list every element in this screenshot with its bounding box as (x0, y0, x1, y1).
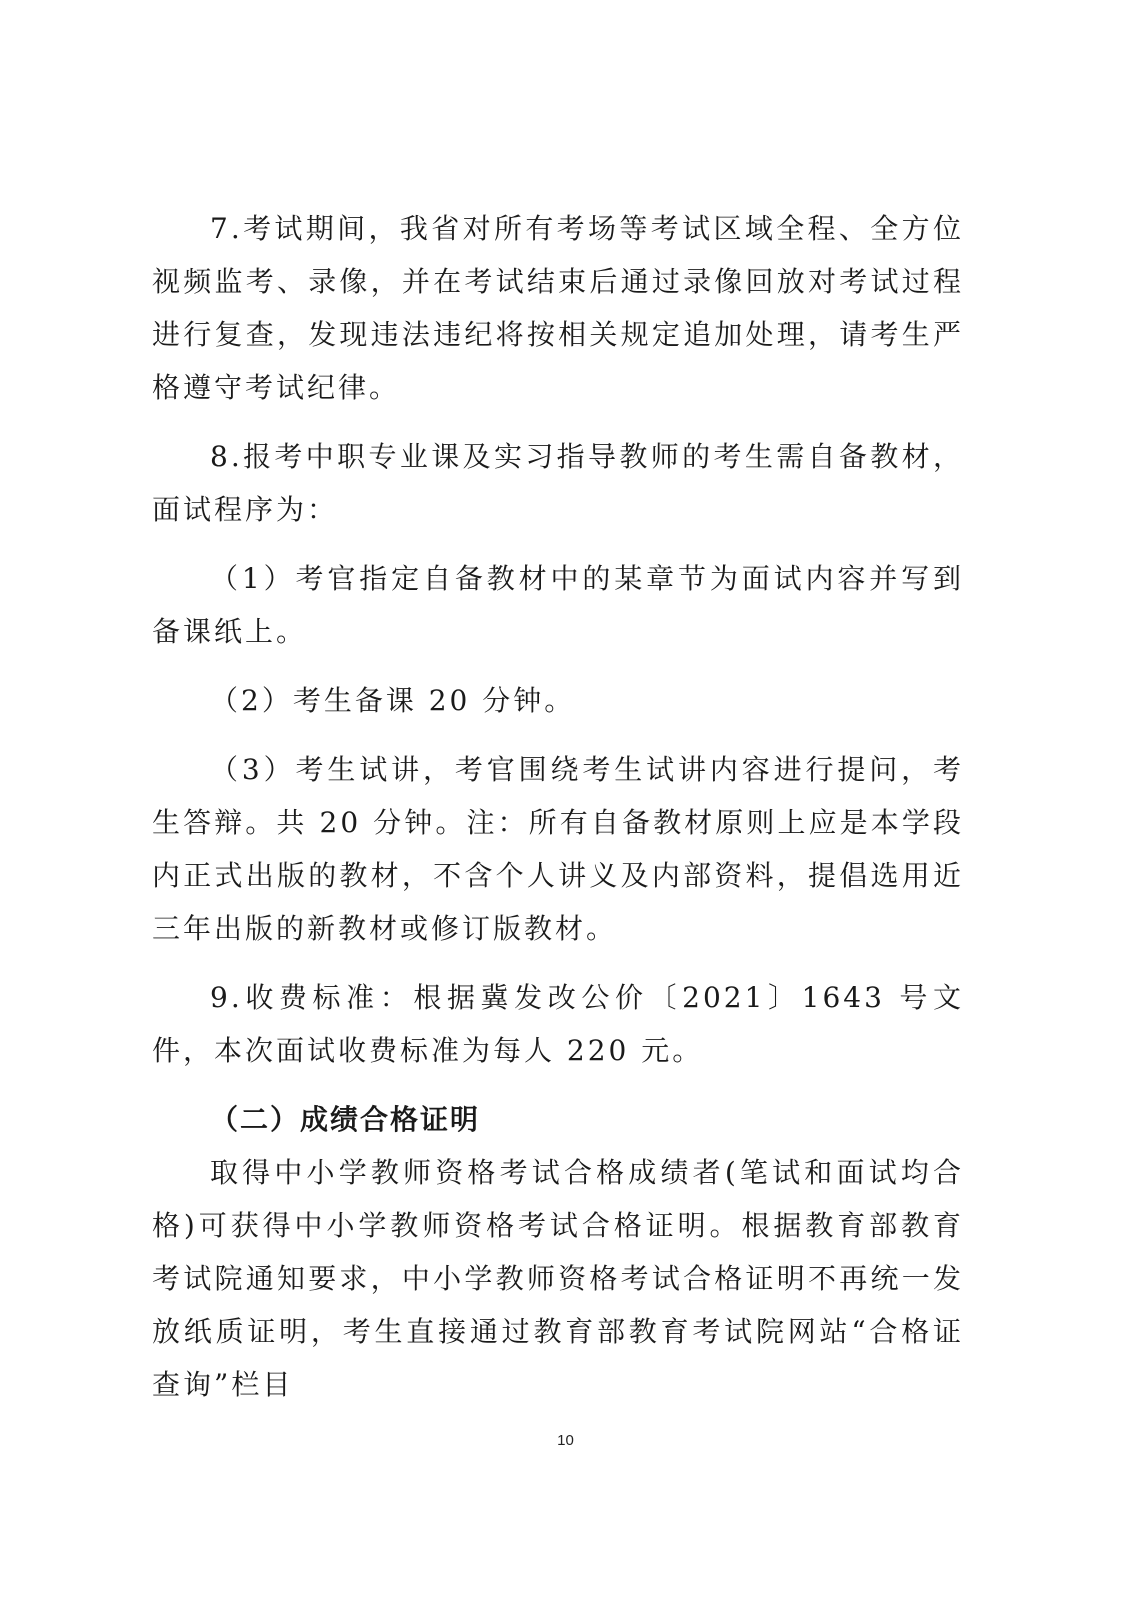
page-number: 10 (557, 1432, 574, 1449)
paragraph-item-7: 7.考试期间，我省对所有考场等考试区域全程、全方位视频监考、录像，并在考试结束后通过录像回放对考试过程进行复查，发现违法违纪将按相关规定追加处理，请考生严格遵守考试纪律。 (152, 212, 964, 404)
paragraph-step-1: （1）考官指定自备教材中的某章节为面试内容并写到备课纸上。 (152, 562, 964, 648)
paragraph-step-3: （3）考生试讲，考官围绕考生试讲内容进行提问，考生答辩。共 20 分钟。注：所有自备教材原则上应是本学段内正式出版的教材，不含个人讲义及内部资料，提倡选用近三年出版的新教材或修订版教材。 (152, 753, 964, 945)
paragraph-step-2: （2）考生备课 20 分钟。 (210, 684, 576, 717)
section-paragraph: 取得中小学教师资格考试合格成绩者(笔试和面试均合格)可获得中小学教师资格考试合格证明。根据教育部教育考试院通知要求，中小学教师资格考试合格证明不再统一发放纸质证明，考生直接通过教育部教育考试院网站“合格证查询”栏目 (152, 1156, 964, 1401)
section-heading: （二）成绩合格证明 (210, 1103, 481, 1136)
paragraph-item-9: 9.收费标准：根据冀发改公价〔2021〕1643 号文件，本次面试收费标准为每人 220 元。 (152, 981, 964, 1067)
document-body (152, 202, 964, 1411)
paragraph-item-8: 8.报考中职专业课及实习指导教师的考生需自备教材，面试程序为： (152, 440, 964, 526)
